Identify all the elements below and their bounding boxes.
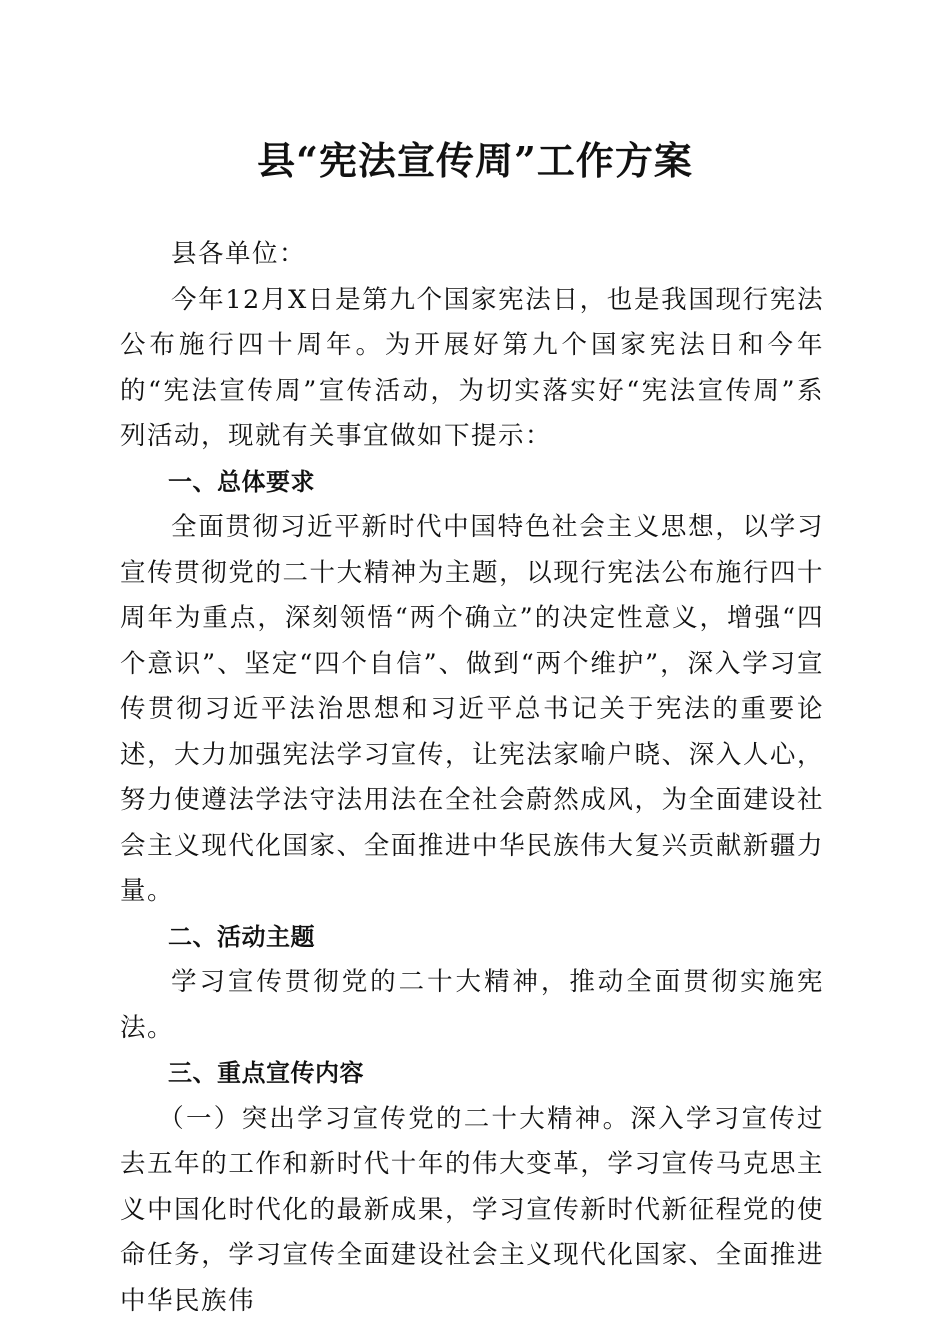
intro-paragraph: 今年12月X日是第九个国家宪法日，也是我国现行宪法公布施行四十周年。为开展好第九个国家宪法日和今年的“宪法宣传周”宣传活动，为切实落实好“宪法宣传周”系列活动，现就有关事宜做如下提示： xyxy=(120,284,824,451)
salutation: 县各单位： xyxy=(171,239,307,269)
section-heading-2: 二、活动主题 xyxy=(168,922,315,951)
section-heading-3: 三、重点宣传内容 xyxy=(168,1059,364,1087)
section-paragraph-2: 学习宣传贯彻党的二十大精神，推动全面贯彻实施宪法。 xyxy=(120,967,824,1043)
section-paragraph-3: （一）突出学习宣传党的二十大精神。深入学习宣传过去五年的工作和新时代十年的伟大变革，学习宣传马克思主义中国化时代化的最新成果，学习宣传新时代新征程党的使命任务，学习宣传全面建设社会主义现代化国家、全面推进中华民族伟 xyxy=(120,1103,824,1316)
section-paragraph-1: 全面贯彻习近平新时代中国特色社会主义思想，以学习宣传贯彻党的二十大精神为主题，以现行宪法公布施行四十周年为重点，深刻领悟“两个确立”的决定性意义，增强“四个意识”、坚定“四个自信”、做到“两个维护”，深入学习宣传贯彻习近平法治思想和习近平总书记关于宪法的重要论述，大力加强宪法学习宣传，让宪法家喻户晓、深入人心，努力使遵法学法守法用法在全社会蔚然成风，为全面建设社会主义现代化国家、全面推进中华民族伟大复兴贡献新疆力量。 xyxy=(120,512,824,906)
document-body xyxy=(120,232,824,1324)
section-heading-1: 一、总体要求 xyxy=(168,467,315,496)
document-title: 县“宪法宣传周”工作方案 xyxy=(257,138,693,183)
